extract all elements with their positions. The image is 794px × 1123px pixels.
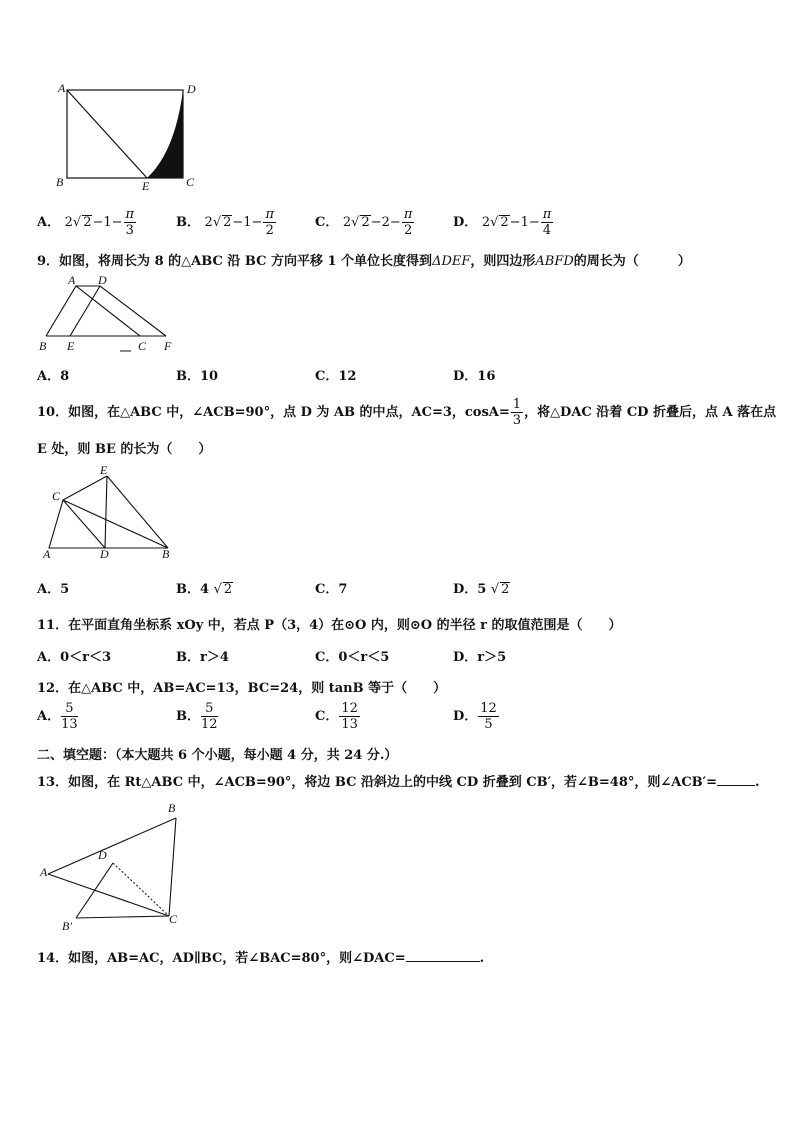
q9-figure — [36, 272, 181, 354]
q13-end: . — [755, 775, 760, 790]
q10-segment-eb — [107, 476, 168, 548]
q12-question — [37, 677, 446, 696]
q8-option-d-letter: D． — [453, 215, 478, 230]
q13-figure — [36, 796, 188, 936]
q11-option-d-letter: D． — [453, 650, 478, 665]
q8-label-a: A — [58, 81, 66, 95]
q8-option-c: C． 2√ 2−2− $\frac{\pi}{2}$ — [315, 207, 413, 238]
q14-text: 14．如图，AB=AC，AD∥BC，若∠BAC=80°，则∠DAC= — [37, 951, 406, 966]
q8-option-a-coef: 2 — [64, 215, 73, 230]
q13-segment-cd-dashed — [113, 863, 169, 916]
q13-segment-ac — [48, 874, 169, 916]
q9-option-a-value: 8 — [60, 369, 70, 384]
q13-answer-blank[interactable] — [717, 785, 755, 786]
q8-option-c-radicand: 2 — [361, 215, 370, 230]
q8-figure — [52, 80, 202, 192]
q12-option-b-num: 5 — [201, 702, 218, 717]
q10-option-d-radicand: 2 — [501, 582, 510, 597]
q8-option-b-den: 2 — [265, 223, 274, 238]
q13-label-a: A — [40, 865, 48, 879]
q11-option-b-letter: B． — [176, 650, 200, 665]
q11-question — [37, 614, 622, 633]
q11-option-b — [176, 646, 229, 665]
q8-label-e: E — [142, 179, 150, 192]
q10-triangle-abc — [49, 500, 168, 548]
q8-option-d-num: π — [542, 207, 552, 222]
q10-segment-ed — [105, 476, 107, 548]
q8-option-c-coef: 2 — [342, 215, 352, 230]
q10-label-e: E — [100, 463, 108, 477]
q9-option-c-value: 12 — [338, 369, 357, 384]
q11-option-a-letter: A． — [37, 650, 61, 665]
q12-option-b-den: 12 — [201, 717, 218, 732]
q8-label-d: D — [187, 82, 196, 96]
q11-option-d — [453, 646, 506, 665]
q14-end: . — [479, 951, 485, 966]
q10-option-b: B．4 √ 2 — [176, 582, 233, 597]
q8-option-d: D． 2√ 2−1− $\frac{\pi}{4}$ — [453, 207, 552, 238]
q9-text-a: 9．如图，将周长为 8 的△ABC 沿 BC 方向平移 1 个单位长度得到 — [37, 254, 433, 269]
q9-option-b-value: 10 — [200, 369, 219, 384]
q8-option-a-letter: A． — [37, 215, 61, 230]
q8-option-b: B． 2√ 2−1− $\frac{\pi}{2}$ — [176, 207, 274, 238]
q10-option-b-radicand: 2 — [223, 582, 233, 597]
q10-option-d-value: 5 — [477, 582, 487, 597]
q8-option-c-den: 2 — [403, 223, 413, 238]
q10-label-a: A — [43, 547, 51, 560]
q10-option-a — [37, 578, 69, 597]
q13-segment-bc — [169, 818, 176, 916]
q9-option-d-letter: D． — [453, 369, 478, 384]
q10-figure — [38, 462, 178, 560]
q10-question-line1 — [37, 398, 776, 427]
q9-label-a: A — [68, 273, 76, 287]
q8-option-a-den: 3 — [125, 223, 134, 238]
q10-label-d: D — [100, 547, 109, 560]
q8-option-b-num: π — [265, 207, 274, 222]
section-heading-text: 二、填空题：（本大题共 6 个小题，每小题 4 分，共 24 分.） — [37, 748, 398, 763]
q9-text-b: ，则四边形 — [470, 254, 536, 269]
q9-label-d: D — [98, 273, 107, 287]
q13-label-d: D — [98, 848, 107, 862]
q11-option-d-value: r＞5 — [477, 650, 507, 665]
q11-option-b-value: r＞4 — [200, 650, 229, 665]
q10-option-d: D．5 √ 2 — [453, 582, 510, 597]
q9-math-def: ΔDEF — [432, 254, 471, 269]
q12-option-c — [315, 702, 361, 731]
q10-frac-den: 3 — [512, 413, 522, 428]
q12-option-b-letter: B． — [176, 709, 200, 724]
q8-option-a-mid: −1− — [92, 215, 123, 230]
q9-math-abfd: ABFD — [535, 254, 574, 269]
q9-option-d — [453, 365, 495, 384]
q10-option-b-letter: B． — [176, 582, 200, 597]
q10-segment-ce — [63, 476, 107, 500]
q8-option-a-radicand: 2 — [83, 215, 92, 230]
q10-question-line2 — [37, 438, 211, 457]
q9-option-d-value: 16 — [477, 369, 496, 384]
q12-option-c-num: 12 — [341, 701, 358, 716]
q8-shaded-region — [147, 90, 183, 178]
q10-option-d-letter: D． — [453, 582, 478, 597]
q9-triangle-abc — [46, 286, 140, 336]
q11-option-c-letter: C． — [315, 650, 339, 665]
q8-option-c-letter: C． — [315, 215, 339, 230]
q10-option-a-letter: A． — [37, 582, 61, 597]
q13-text: 13．如图，在 Rt△ABC 中，∠ACB=90°，将边 BC 沿斜边上的中线 CD 折叠到 CB′，若∠B=48°，则∠ACB′= — [37, 775, 717, 790]
q9-question — [37, 250, 691, 269]
q9-label-e: E — [67, 339, 75, 353]
q8-option-a: A． 2√ 2−1− $\frac{\pi}{3}$ — [37, 207, 135, 238]
q13-label-b-prime: B′ — [62, 919, 72, 933]
section-heading-fill-in — [37, 744, 397, 763]
q13-segment-b-prime-c — [76, 916, 169, 918]
q10-label-c: C — [52, 489, 61, 503]
q11-option-a — [37, 646, 111, 665]
q11-option-c — [315, 646, 389, 665]
q13-question — [37, 771, 760, 790]
q9-option-b-letter: B． — [176, 369, 200, 384]
q12-option-a-letter: A． — [37, 709, 61, 724]
q8-option-a-num: π — [125, 207, 135, 222]
q12-option-c-letter: C． — [315, 709, 339, 724]
q10-segment-cd — [63, 500, 105, 548]
q8-option-c-mid: −2− — [370, 215, 401, 230]
q8-option-d-coef: 2 — [481, 215, 491, 230]
q12-text: 12．在△ABC 中，AB=AC=13，BC=24，则 tanB 等于（ ） — [37, 681, 447, 696]
q8-label-b: B — [56, 175, 64, 189]
q9-option-b — [176, 365, 218, 384]
q10-text-b: ，将△DAC 沿着 CD 折叠后，点 A 落在点 — [524, 405, 777, 420]
q8-option-b-radicand: 2 — [223, 215, 232, 230]
q9-triangle-def — [70, 286, 166, 336]
q12-option-a — [37, 702, 79, 731]
q9-label-f: F — [164, 339, 172, 353]
q8-label-c: C — [186, 175, 195, 189]
q12-option-b — [176, 702, 219, 731]
q13-label-c: C — [169, 912, 178, 926]
q13-label-b: B — [168, 801, 176, 815]
q10-text-a: 10．如图，在△ABC 中，∠ACB=90°，点 D 为 AB 的中点，AC=3，cosA= — [37, 405, 510, 420]
q12-option-c-den: 13 — [341, 717, 358, 732]
q12-option-d — [453, 702, 500, 731]
q12-option-a-den: 13 — [61, 717, 78, 732]
q8-option-c-num: π — [403, 207, 413, 222]
q13-segment-ab — [48, 818, 176, 874]
q14-answer-blank[interactable] — [406, 961, 480, 962]
q14-question — [37, 947, 484, 966]
q8-option-d-radicand: 2 — [500, 215, 509, 230]
q9-option-a — [37, 365, 69, 384]
q9-label-b: B — [39, 339, 47, 353]
q11-option-a-value: 0＜r＜3 — [60, 650, 112, 665]
q8-option-d-mid: −1− — [509, 215, 540, 230]
q8-option-b-letter: B． — [176, 215, 200, 230]
q8-option-b-coef: 2 — [204, 215, 213, 230]
q10-option-b-value: 4 — [200, 582, 210, 597]
q8-option-b-mid: −1− — [232, 215, 263, 230]
q9-option-c — [315, 365, 356, 384]
q12-option-d-letter: D． — [453, 709, 478, 724]
q12-option-d-num: 12 — [480, 701, 497, 716]
q12-option-a-num: 5 — [61, 702, 78, 717]
q10-frac-num: 1 — [512, 397, 522, 412]
q8-option-d-den: 4 — [542, 223, 552, 238]
q9-label-c: C — [138, 339, 147, 353]
q8-segment-ae — [67, 90, 147, 178]
q12-option-d-den: 5 — [484, 717, 493, 732]
q9-option-c-letter: C． — [315, 369, 339, 384]
q10-option-c-value: 7 — [338, 582, 348, 597]
q10-option-c-letter: C． — [315, 582, 339, 597]
q10-label-b: B — [162, 547, 170, 560]
q9-option-a-letter: A． — [37, 369, 61, 384]
q10-text-line2: E 处，则 BE 的长为（ ） — [37, 442, 212, 457]
q11-text: 11．在平面直角坐标系 xOy 中，若点 P（3，4）在⊙O 内，则⊙O 的半径 r 的取值范围是（ ） — [37, 618, 622, 633]
q11-option-c-value: 0＜r＜5 — [338, 650, 390, 665]
q9-text-c: 的周长为（ ） — [573, 254, 691, 269]
q10-option-c — [315, 578, 347, 597]
q10-option-a-value: 5 — [60, 582, 70, 597]
q13-segment-db-prime — [76, 863, 113, 918]
